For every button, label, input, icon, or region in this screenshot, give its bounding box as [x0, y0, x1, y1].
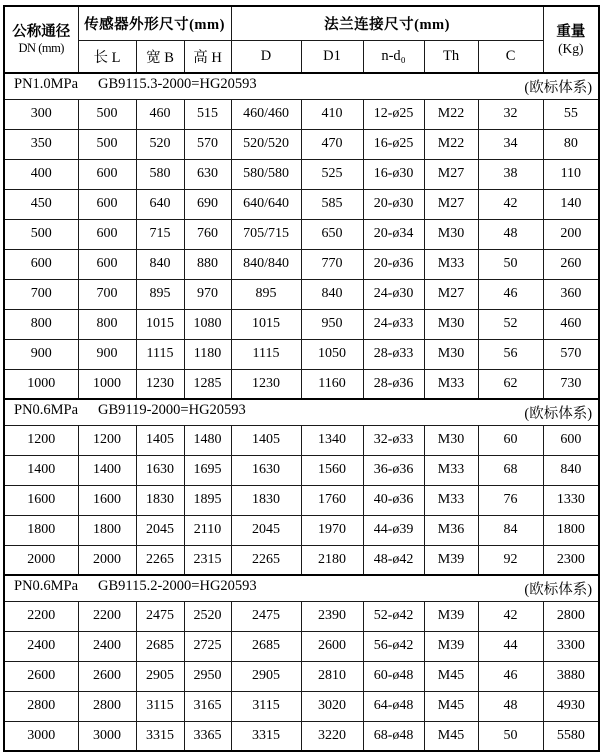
- cell: 3165: [184, 691, 231, 721]
- cell-dn: 2400: [4, 631, 78, 661]
- cell-dn: 300: [4, 99, 78, 129]
- cell: 48-ø42: [363, 545, 424, 575]
- cell: M45: [424, 721, 478, 751]
- cell-dn: 1000: [4, 369, 78, 399]
- cell: 20-ø36: [363, 249, 424, 279]
- cell: 1115: [231, 339, 301, 369]
- cell: M39: [424, 601, 478, 631]
- header-dn: [4, 6, 78, 73]
- cell: 3365: [184, 721, 231, 751]
- cell: 2600: [78, 661, 136, 691]
- table-row: [4, 631, 599, 661]
- cell: 20-ø34: [363, 219, 424, 249]
- cell: 1230: [231, 369, 301, 399]
- section-header-row: [4, 73, 599, 99]
- cell: 48: [478, 219, 543, 249]
- cell: 3300: [543, 631, 599, 661]
- cell: 62: [478, 369, 543, 399]
- cell: 2200: [78, 601, 136, 631]
- subheader-length-l: 长 L: [78, 40, 136, 73]
- cell: 840/840: [231, 249, 301, 279]
- cell: 600: [78, 159, 136, 189]
- table-row: [4, 485, 599, 515]
- cell: 1830: [136, 485, 184, 515]
- cell: 1800: [78, 515, 136, 545]
- cell: 360: [543, 279, 599, 309]
- header-row-groups: [4, 6, 599, 40]
- cell: 2045: [231, 515, 301, 545]
- cell: 46: [478, 279, 543, 309]
- cell: M45: [424, 691, 478, 721]
- cell: 1285: [184, 369, 231, 399]
- cell: 1080: [184, 309, 231, 339]
- cell: 20-ø30: [363, 189, 424, 219]
- cell: 3220: [301, 721, 363, 751]
- table-row: [4, 219, 599, 249]
- section-pressure-label: PN0.6MPa: [14, 577, 79, 594]
- cell: 55: [543, 99, 599, 129]
- cell: 2905: [136, 661, 184, 691]
- cell: 600: [78, 219, 136, 249]
- cell: 3020: [301, 691, 363, 721]
- cell: 48: [478, 691, 543, 721]
- section-system-label: (欧标体系): [524, 405, 593, 422]
- cell: 895: [136, 279, 184, 309]
- header-row-sub: [4, 40, 599, 73]
- cell: 32: [478, 99, 543, 129]
- cell: 515: [184, 99, 231, 129]
- cell: 36-ø36: [363, 455, 424, 485]
- cell: 705/715: [231, 219, 301, 249]
- cell: 12-ø25: [363, 99, 424, 129]
- cell: 1115: [136, 339, 184, 369]
- cell: 56-ø42: [363, 631, 424, 661]
- table-row: [4, 309, 599, 339]
- cell: M36: [424, 515, 478, 545]
- cell: M33: [424, 455, 478, 485]
- section-system-label: (欧标体系): [524, 581, 593, 598]
- cell: 3315: [231, 721, 301, 751]
- cell-dn: 2000: [4, 545, 78, 575]
- cell: 950: [301, 309, 363, 339]
- cell: M22: [424, 129, 478, 159]
- cell-dn: 2200: [4, 601, 78, 631]
- cell: 2810: [301, 661, 363, 691]
- cell: 640/640: [231, 189, 301, 219]
- cell: 2685: [231, 631, 301, 661]
- cell: 1400: [78, 455, 136, 485]
- table-row: [4, 279, 599, 309]
- table-row: [4, 249, 599, 279]
- cell: 1050: [301, 339, 363, 369]
- cell: M30: [424, 309, 478, 339]
- header-dn-sub: DN (mm): [18, 41, 64, 55]
- cell: 880: [184, 249, 231, 279]
- cell: 1480: [184, 425, 231, 455]
- cell: 690: [184, 189, 231, 219]
- cell: 2045: [136, 515, 184, 545]
- cell: 800: [78, 309, 136, 339]
- cell: 1800: [543, 515, 599, 545]
- cell: 2000: [78, 545, 136, 575]
- table-row: [4, 189, 599, 219]
- cell: 44-ø39: [363, 515, 424, 545]
- cell: 28-ø36: [363, 369, 424, 399]
- cell: 770: [301, 249, 363, 279]
- header-flange-group: 法兰连接尺寸(mm): [231, 6, 543, 40]
- cell: 570: [543, 339, 599, 369]
- cell: 1760: [301, 485, 363, 515]
- cell: M27: [424, 189, 478, 219]
- cell: 520: [136, 129, 184, 159]
- cell: 900: [78, 339, 136, 369]
- cell: 60-ø48: [363, 661, 424, 691]
- cell-dn: 1400: [4, 455, 78, 485]
- cell: 1000: [78, 369, 136, 399]
- cell-dn: 1200: [4, 425, 78, 455]
- cell: 730: [543, 369, 599, 399]
- cell: 68: [478, 455, 543, 485]
- cell: 2265: [231, 545, 301, 575]
- cell: 2950: [184, 661, 231, 691]
- header-weight-sub: (Kg): [558, 40, 584, 56]
- subheader-d1: D1: [301, 40, 363, 73]
- cell: 4930: [543, 691, 599, 721]
- cell: 410: [301, 99, 363, 129]
- cell: 970: [184, 279, 231, 309]
- cell: 3115: [136, 691, 184, 721]
- cell: M27: [424, 279, 478, 309]
- cell: 1015: [136, 309, 184, 339]
- section-header-row: [4, 575, 599, 601]
- cell: 44: [478, 631, 543, 661]
- cell: 42: [478, 601, 543, 631]
- cell: 2180: [301, 545, 363, 575]
- cell: M39: [424, 631, 478, 661]
- cell: M30: [424, 219, 478, 249]
- cell: 1160: [301, 369, 363, 399]
- cell-dn: 900: [4, 339, 78, 369]
- cell: 2520: [184, 601, 231, 631]
- cell: M33: [424, 249, 478, 279]
- cell: 2390: [301, 601, 363, 631]
- cell: 2315: [184, 545, 231, 575]
- cell: 1630: [231, 455, 301, 485]
- cell: 16-ø25: [363, 129, 424, 159]
- subheader-height-h: 高 H: [184, 40, 231, 73]
- cell: 52: [478, 309, 543, 339]
- cell: 52-ø42: [363, 601, 424, 631]
- cell: 1200: [78, 425, 136, 455]
- cell: 34: [478, 129, 543, 159]
- cell: 1695: [184, 455, 231, 485]
- cell: 460: [543, 309, 599, 339]
- cell: 3000: [78, 721, 136, 751]
- table-row: [4, 601, 599, 631]
- cell: 2905: [231, 661, 301, 691]
- cell: 520/520: [231, 129, 301, 159]
- table-row: [4, 661, 599, 691]
- cell-dn: 700: [4, 279, 78, 309]
- cell: 140: [543, 189, 599, 219]
- cell-dn: 1600: [4, 485, 78, 515]
- cell: 1630: [136, 455, 184, 485]
- table-row: [4, 455, 599, 485]
- cell-dn: 350: [4, 129, 78, 159]
- table-row: [4, 515, 599, 545]
- cell: 64-ø48: [363, 691, 424, 721]
- cell: M30: [424, 425, 478, 455]
- cell: 92: [478, 545, 543, 575]
- cell: 580/580: [231, 159, 301, 189]
- cell: 68-ø48: [363, 721, 424, 751]
- cell: 1230: [136, 369, 184, 399]
- cell: 1405: [136, 425, 184, 455]
- cell: 2800: [78, 691, 136, 721]
- section-standard-label: GB9115.2-2000=HG20593: [98, 577, 257, 594]
- cell-dn: 3000: [4, 721, 78, 751]
- subheader-c: C: [478, 40, 543, 73]
- cell: 40-ø36: [363, 485, 424, 515]
- cell: 600: [543, 425, 599, 455]
- section-pressure-label: PN0.6MPa: [14, 401, 79, 418]
- cell: 1405: [231, 425, 301, 455]
- header-dn-title: 公称通径: [12, 24, 71, 40]
- cell: 650: [301, 219, 363, 249]
- cell: 2300: [543, 545, 599, 575]
- cell: 630: [184, 159, 231, 189]
- cell: 2110: [184, 515, 231, 545]
- section-header-cell: [4, 575, 599, 601]
- cell: 570: [184, 129, 231, 159]
- header-sensor-group: 传感器外形尺寸(mm): [78, 6, 231, 40]
- header-weight-title: 重量: [556, 23, 586, 40]
- cell: M22: [424, 99, 478, 129]
- cell: 700: [78, 279, 136, 309]
- cell: M27: [424, 159, 478, 189]
- cell: 42: [478, 189, 543, 219]
- cell: 580: [136, 159, 184, 189]
- cell-dn: 800: [4, 309, 78, 339]
- table-row: [4, 369, 599, 399]
- cell: 1600: [78, 485, 136, 515]
- cell: 460/460: [231, 99, 301, 129]
- cell: 525: [301, 159, 363, 189]
- section-header-row: [4, 399, 599, 425]
- table-row: [4, 159, 599, 189]
- cell: 500: [78, 99, 136, 129]
- cell: 76: [478, 485, 543, 515]
- cell: 760: [184, 219, 231, 249]
- table-row: [4, 545, 599, 575]
- cell: M33: [424, 485, 478, 515]
- section-header-cell: [4, 399, 599, 425]
- cell: 46: [478, 661, 543, 691]
- cell: 2265: [136, 545, 184, 575]
- cell-dn: 1800: [4, 515, 78, 545]
- cell: 2685: [136, 631, 184, 661]
- cell: 16-ø30: [363, 159, 424, 189]
- cell: 715: [136, 219, 184, 249]
- cell: 1015: [231, 309, 301, 339]
- cell: 80: [543, 129, 599, 159]
- table-row: [4, 129, 599, 159]
- cell: 1970: [301, 515, 363, 545]
- section-header-cell: [4, 73, 599, 99]
- cell: 200: [543, 219, 599, 249]
- cell: 5580: [543, 721, 599, 751]
- cell: 2475: [231, 601, 301, 631]
- table-row: [4, 99, 599, 129]
- cell: 24-ø30: [363, 279, 424, 309]
- cell: 500: [78, 129, 136, 159]
- cell: 38: [478, 159, 543, 189]
- cell: 840: [301, 279, 363, 309]
- header-weight: [543, 6, 599, 73]
- cell: 2400: [78, 631, 136, 661]
- cell: 110: [543, 159, 599, 189]
- cell-dn: 500: [4, 219, 78, 249]
- cell: 28-ø33: [363, 339, 424, 369]
- cell: 56: [478, 339, 543, 369]
- cell: 600: [78, 189, 136, 219]
- cell: 3880: [543, 661, 599, 691]
- cell: 1340: [301, 425, 363, 455]
- table-row: [4, 339, 599, 369]
- cell-dn: 2600: [4, 661, 78, 691]
- subheader-width-b: 宽 B: [136, 40, 184, 73]
- cell: 50: [478, 249, 543, 279]
- cell: 460: [136, 99, 184, 129]
- cell: 585: [301, 189, 363, 219]
- cell: 3115: [231, 691, 301, 721]
- cell: 840: [543, 455, 599, 485]
- cell: 1330: [543, 485, 599, 515]
- cell-dn: 2800: [4, 691, 78, 721]
- cell: 2725: [184, 631, 231, 661]
- cell: 50: [478, 721, 543, 751]
- cell: 1895: [184, 485, 231, 515]
- table-row: [4, 425, 599, 455]
- cell: 470: [301, 129, 363, 159]
- section-standard-label: GB9115.3-2000=HG20593: [98, 75, 257, 92]
- cell: 3315: [136, 721, 184, 751]
- section-standard-label: GB9119-2000=HG20593: [98, 401, 246, 418]
- cell: 1560: [301, 455, 363, 485]
- cell-dn: 450: [4, 189, 78, 219]
- cell: M45: [424, 661, 478, 691]
- cell: 640: [136, 189, 184, 219]
- subheader-th: Th: [424, 40, 478, 73]
- cell: 1830: [231, 485, 301, 515]
- section-system-label: (欧标体系): [524, 79, 593, 96]
- cell: M30: [424, 339, 478, 369]
- flange-dimension-table: [3, 5, 600, 752]
- section-pressure-label: PN1.0MPa: [14, 75, 79, 92]
- cell: 840: [136, 249, 184, 279]
- cell: 895: [231, 279, 301, 309]
- cell: 2800: [543, 601, 599, 631]
- cell: 2600: [301, 631, 363, 661]
- cell: 1180: [184, 339, 231, 369]
- cell: M33: [424, 369, 478, 399]
- cell: 2475: [136, 601, 184, 631]
- cell-dn: 400: [4, 159, 78, 189]
- table-row: [4, 691, 599, 721]
- cell-dn: 600: [4, 249, 78, 279]
- subheader-n-d0: n-d₀: [363, 40, 424, 73]
- cell: 60: [478, 425, 543, 455]
- cell: M39: [424, 545, 478, 575]
- cell: 260: [543, 249, 599, 279]
- cell: 600: [78, 249, 136, 279]
- cell: 24-ø33: [363, 309, 424, 339]
- table-row: [4, 721, 599, 751]
- subheader-d: D: [231, 40, 301, 73]
- cell: 84: [478, 515, 543, 545]
- cell: 32-ø33: [363, 425, 424, 455]
